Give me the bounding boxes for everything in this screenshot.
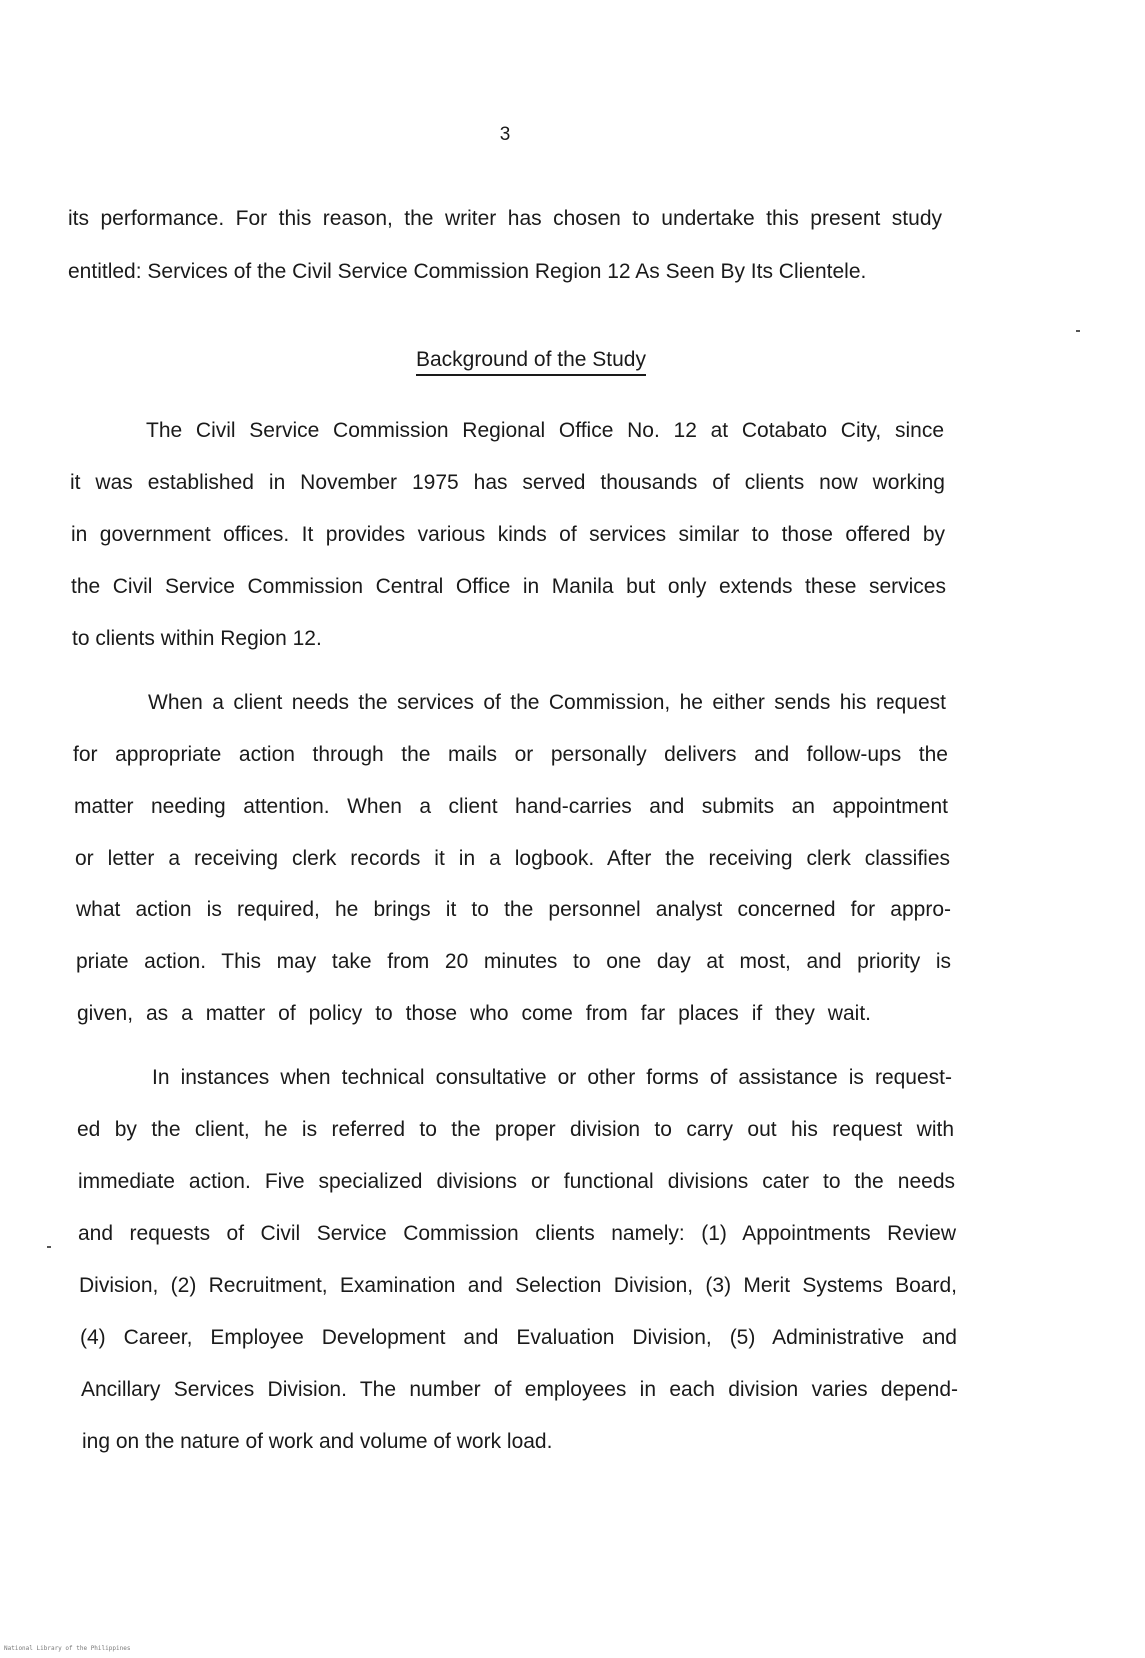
paragraph-line: priate action. This may take from 20 minutes to one day at most, and priority is: [76, 950, 951, 973]
paragraph-line: Ancillary Services Division. The number of employees in each division varies depend-: [81, 1378, 958, 1401]
paragraph-line: for appropriate action through the mails or personally delivers and follow-ups the: [73, 743, 948, 766]
paragraph-line: The Civil Service Commission Regional Office No. 12 at Cotabato City, since: [146, 419, 944, 442]
paragraph-line: Division, (2) Recruitment, Examination and Selection Division, (3) Merit Systems Board,: [79, 1274, 957, 1297]
section-heading-text: Background of the Study: [416, 348, 646, 376]
paragraph-line: immediate action. Five specialized divisions or functional divisions cater to the needs: [78, 1170, 955, 1193]
paragraph-line: its performance. For this reason, the writer has chosen to undertake this present study: [68, 207, 942, 230]
scan-speck: [1076, 330, 1080, 332]
paragraph-line: (4) Career, Employee Development and Evaluation Division, (5) Administrative and: [80, 1326, 957, 1349]
paragraph-line: entitled: Services of the Civil Service Commission Region 12 As Seen By Its Clientele.: [68, 260, 867, 283]
scan-speck: [47, 1246, 51, 1248]
paragraph-line: ed by the client, he is referred to the proper division to carry out his request with: [77, 1118, 954, 1141]
paragraph-line: to clients within Region 12.: [72, 627, 322, 650]
page-number: 3: [499, 124, 511, 145]
paragraph-line: ing on the nature of work and volume of work load.: [82, 1430, 553, 1453]
footer-note: National Library of the Philippines: [4, 1645, 131, 1652]
paragraph-line: matter needing attention. When a client hand-carries and submits an appointment: [74, 795, 948, 818]
paragraph-line: given, as a matter of policy to those who come from far places if they wait.: [77, 1002, 871, 1025]
paragraph-line: what action is required, he brings it to the personnel analyst concerned for appro-: [76, 898, 951, 921]
paragraph-line: or letter a receiving clerk records it in a logbook. After the receiving clerk classifies: [75, 847, 950, 870]
section-heading: [0, 348, 1062, 372]
paragraph-line: and requests of Civil Service Commission clients namely: (1) Appointments Review: [78, 1222, 956, 1245]
paragraph-line: in government offices. It provides various kinds of services similar to those offered by: [71, 523, 945, 546]
paragraph-line: the Civil Service Commission Central Office in Manila but only extends these services: [71, 575, 946, 598]
paragraph-line: In instances when technical consultative or other forms of assistance is request-: [152, 1066, 952, 1089]
paragraph-line: it was established in November 1975 has served thousands of clients now working: [70, 471, 945, 494]
paragraph-line: When a client needs the services of the Commission, he either sends his request: [148, 691, 946, 714]
